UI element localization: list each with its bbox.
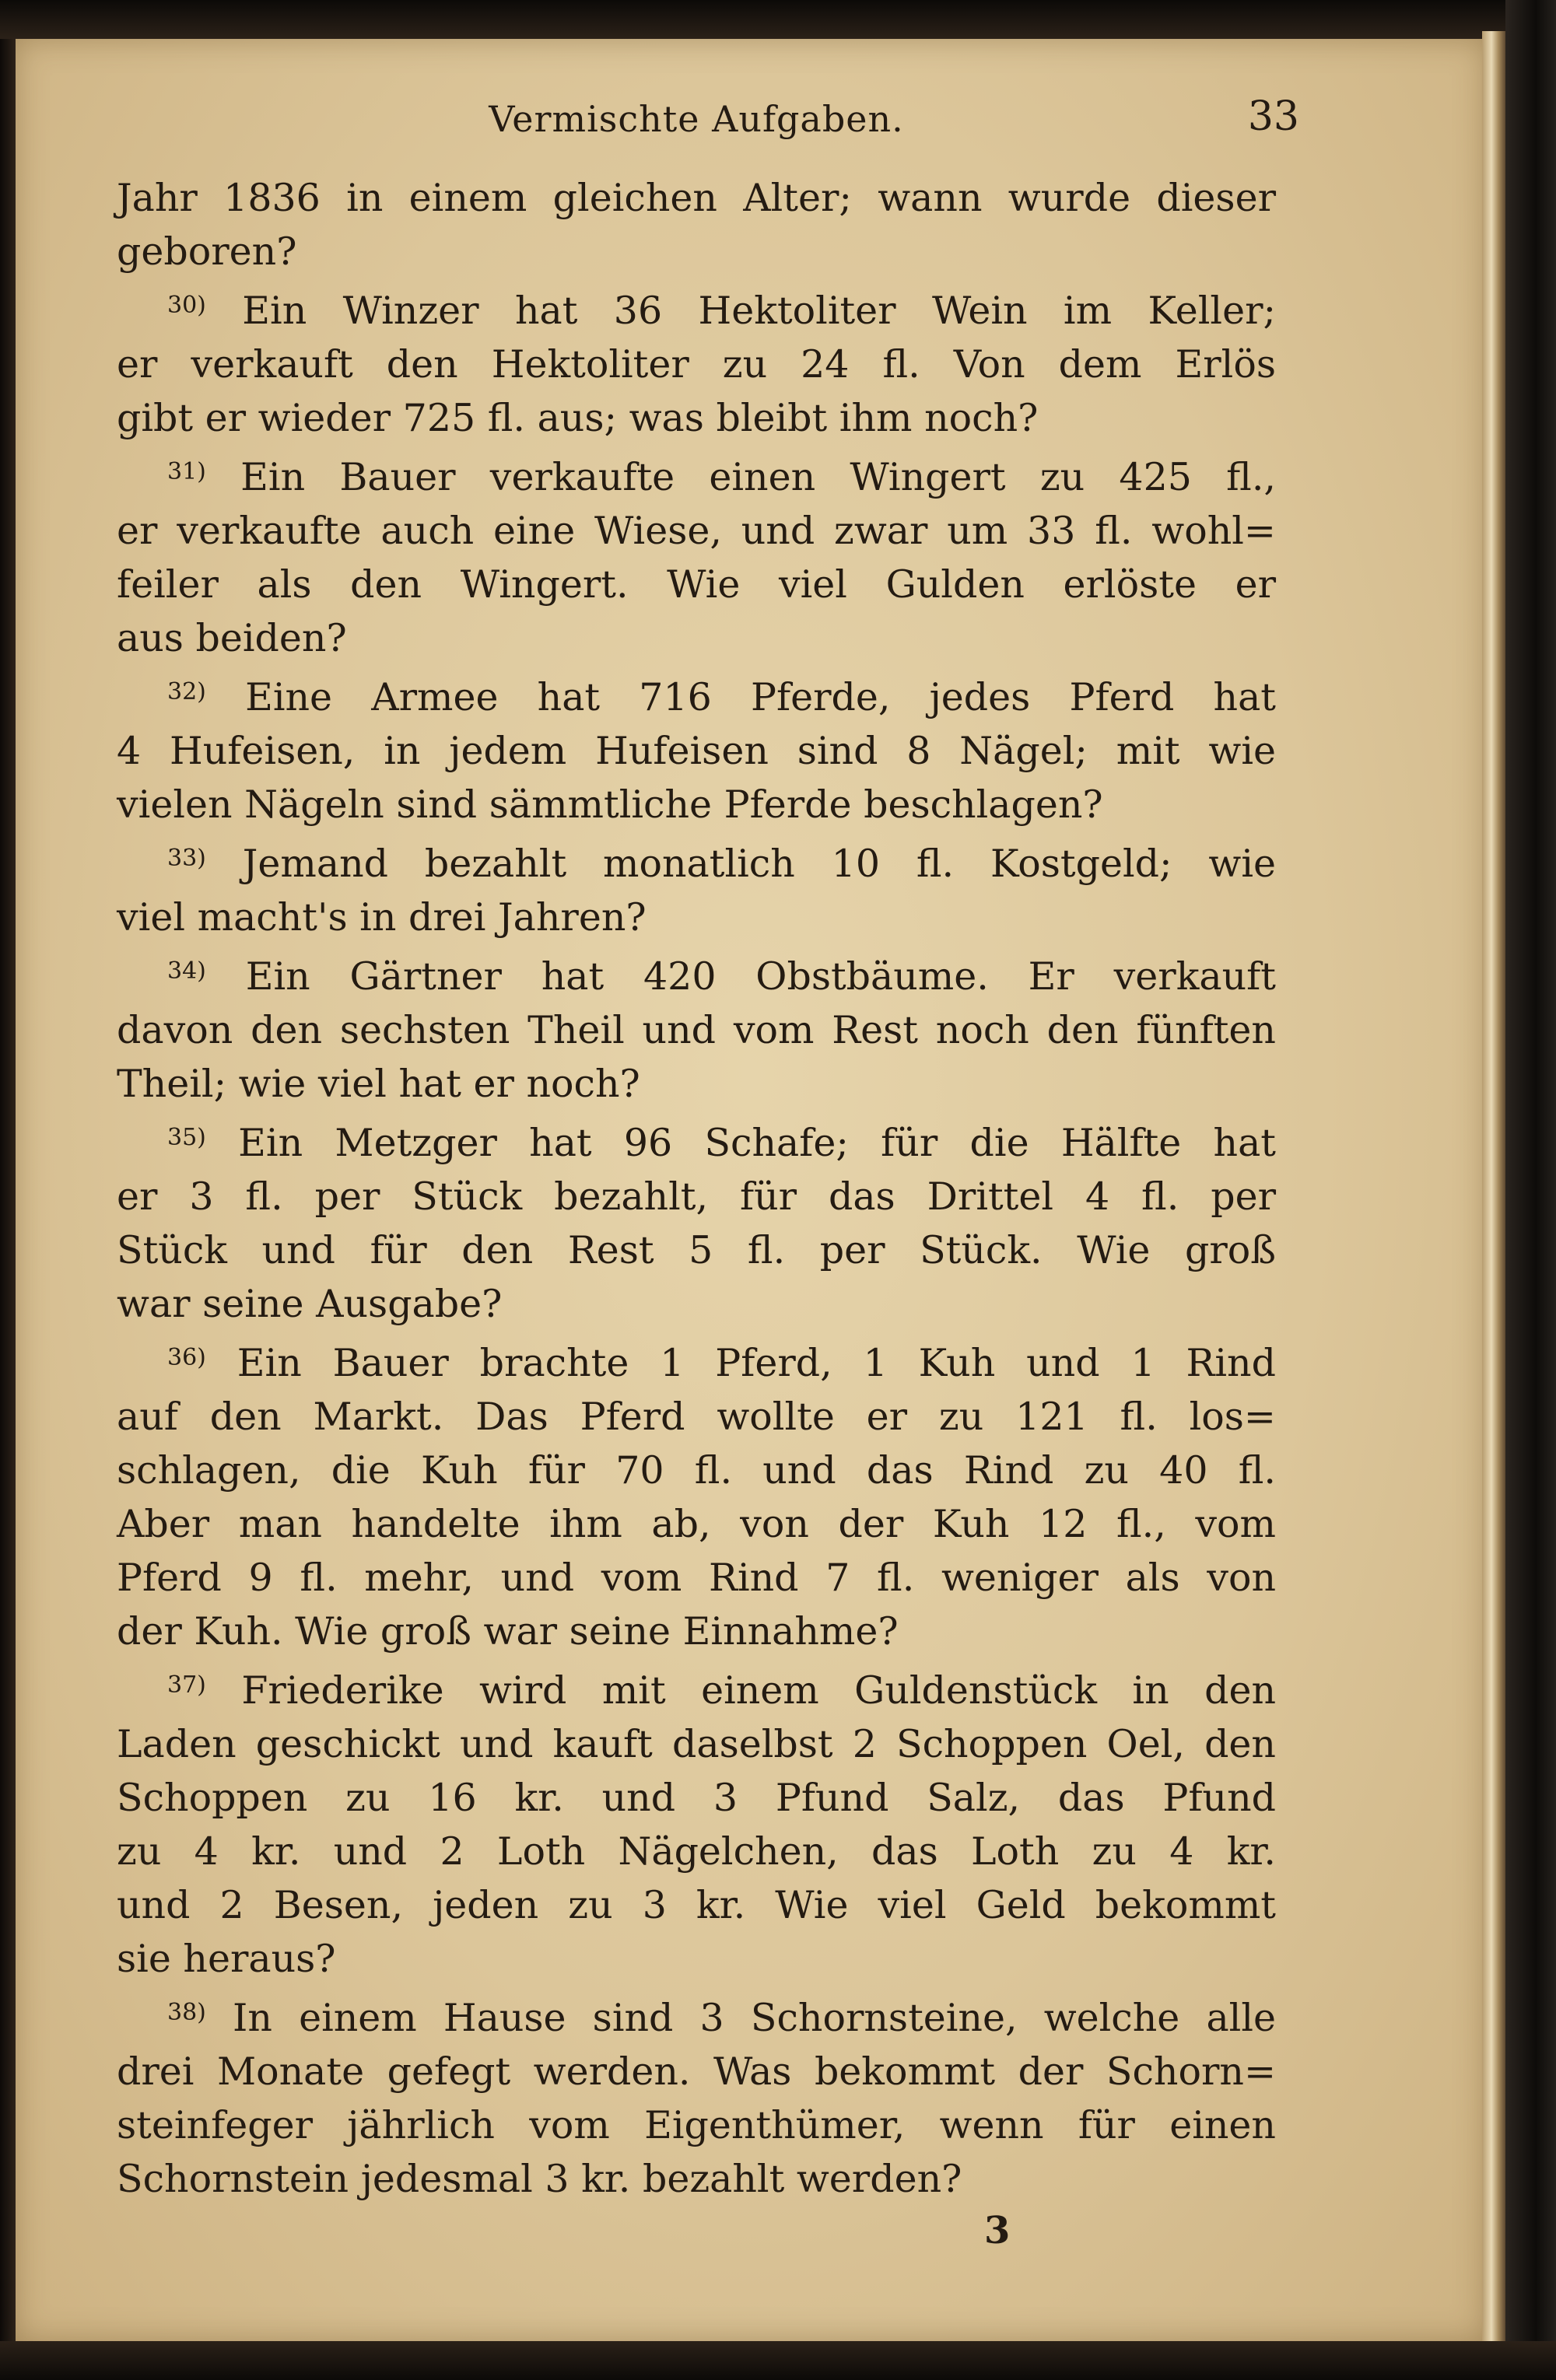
text-line bbox=[117, 2045, 1276, 2098]
text-line bbox=[117, 2098, 1276, 2152]
text-line bbox=[117, 1170, 1276, 1223]
line-text: Jemand bezahlt monatlich 10 fl. Kostgeld; wie bbox=[242, 842, 1276, 886]
line-text: Stück und für den Rest 5 fl. per Stück. Wie groß bbox=[117, 1228, 1276, 1272]
line-text: er verkauft den Hektoliter zu 24 fl. Von dem Erlös bbox=[117, 342, 1276, 387]
problem-item bbox=[117, 1658, 1276, 1986]
text-line bbox=[117, 665, 1276, 724]
line-text: 4 Hufeisen, in jedem Hufeisen sind 8 Nägel; mit wie bbox=[117, 729, 1276, 773]
line-text: Ein Bauer verkaufte einen Wingert zu 425 fl., bbox=[240, 455, 1276, 499]
text-line bbox=[117, 1223, 1276, 1277]
line-text: Jahr 1836 in einem gleichen Alter; wann wurde dieser bbox=[117, 176, 1276, 220]
text-line bbox=[117, 1003, 1276, 1057]
text-line bbox=[117, 724, 1276, 778]
line-text: aus beiden? bbox=[117, 616, 347, 660]
cover-top-edge bbox=[0, 0, 1556, 39]
line-text: vielen Nägeln sind sämmtliche Pferde beschlagen? bbox=[117, 782, 1103, 827]
text-line bbox=[117, 1277, 1276, 1331]
text-line bbox=[117, 1658, 1276, 1717]
line-text: Aber man handelte ihm ab, von der Kuh 12 fl., vom bbox=[117, 1502, 1276, 1546]
problem-number: 34) bbox=[167, 957, 206, 985]
line-text: Laden geschickt und kauft daselbst 2 Schoppen Oel, den bbox=[117, 1722, 1276, 1766]
line-text: Friederike wird mit einem Guldenstück in den bbox=[241, 1668, 1277, 1713]
book-cover-edge bbox=[1505, 0, 1556, 2380]
line-text: Ein Winzer hat 36 Hektoliter Wein im Keller; bbox=[242, 289, 1277, 333]
problem-number: 37) bbox=[167, 1671, 206, 1699]
text-line bbox=[117, 831, 1276, 891]
text-line bbox=[117, 891, 1276, 944]
line-text: Eine Armee hat 716 Pferde, jedes Pferd hat bbox=[245, 675, 1277, 719]
line-text: gibt er wieder 725 fl. aus; was bleibt ihm noch? bbox=[117, 396, 1039, 440]
text-line bbox=[117, 1331, 1276, 1390]
text-line bbox=[117, 2152, 1276, 2206]
text-line bbox=[117, 1771, 1276, 1825]
line-text: er 3 fl. per Stück bezahlt, für das Drittel 4 fl. per bbox=[117, 1174, 1276, 1219]
cover-bottom-edge bbox=[0, 2341, 1556, 2380]
text-line bbox=[117, 1551, 1276, 1605]
text-line bbox=[117, 558, 1276, 611]
page-content bbox=[117, 86, 1299, 2206]
text-line bbox=[117, 1497, 1276, 1551]
problem-number: 38) bbox=[167, 1999, 206, 2026]
text-line bbox=[117, 1444, 1276, 1497]
text-line bbox=[117, 1932, 1276, 1986]
text-line bbox=[117, 1111, 1276, 1170]
line-text: davon den sechsten Theil und vom Rest noch den fünften bbox=[117, 1008, 1276, 1052]
line-text: Pferd 9 fl. mehr, und vom Rind 7 fl. weniger als von bbox=[117, 1556, 1276, 1600]
line-text: feiler als den Wingert. Wie viel Gulden erlöste er bbox=[117, 562, 1276, 607]
line-text: Ein Bauer brachte 1 Pferd, 1 Kuh und 1 Rind bbox=[237, 1341, 1276, 1385]
page-header bbox=[117, 86, 1299, 156]
problem-number: 32) bbox=[167, 678, 206, 705]
problem-item bbox=[117, 1331, 1276, 1658]
text-line bbox=[117, 445, 1276, 504]
text-line bbox=[117, 944, 1276, 1003]
page-stack-edge bbox=[1482, 31, 1505, 2349]
page-number: 33 bbox=[1247, 93, 1299, 140]
text-line bbox=[117, 1605, 1276, 1658]
text-line bbox=[117, 504, 1276, 558]
problem-item bbox=[117, 1111, 1276, 1331]
line-text: er verkaufte auch eine Wiese, und zwar um 33 fl. wohl= bbox=[117, 509, 1276, 553]
problem-number: 35) bbox=[167, 1124, 206, 1151]
text-line bbox=[117, 1717, 1276, 1771]
continuation-paragraph bbox=[117, 171, 1276, 278]
problem-number: 36) bbox=[167, 1344, 206, 1371]
text-line bbox=[117, 338, 1276, 391]
text-line bbox=[117, 1825, 1276, 1878]
body-text bbox=[117, 171, 1276, 2206]
text-line bbox=[117, 1878, 1276, 1932]
problem-item bbox=[117, 665, 1276, 831]
line-text: viel macht's in drei Jahren? bbox=[117, 895, 647, 940]
text-line bbox=[117, 1390, 1276, 1444]
text-line bbox=[117, 1986, 1276, 2045]
line-text: geboren? bbox=[117, 229, 297, 274]
line-text: Schoppen zu 16 kr. und 3 Pfund Salz, das Pfund bbox=[117, 1776, 1276, 1820]
line-text: schlagen, die Kuh für 70 fl. und das Rind zu 40 fl. bbox=[117, 1448, 1276, 1493]
problem-number: 31) bbox=[167, 458, 206, 485]
line-text: der Kuh. Wie groß war seine Einnahme? bbox=[117, 1609, 899, 1654]
line-text: steinfeger jährlich vom Eigenthümer, wenn für einen bbox=[117, 2103, 1276, 2147]
line-text: Ein Gärtner hat 420 Obstbäume. Er verkauft bbox=[245, 954, 1277, 999]
text-line bbox=[117, 225, 1276, 278]
problem-item bbox=[117, 445, 1276, 665]
line-text: Theil; wie viel hat er noch? bbox=[117, 1062, 640, 1106]
line-text: drei Monate gefegt werden. Was bekommt der Schorn= bbox=[117, 2049, 1276, 2094]
problem-item bbox=[117, 278, 1276, 445]
problem-item bbox=[117, 944, 1276, 1111]
line-text: Schornstein jedesmal 3 kr. bezahlt werden? bbox=[117, 2157, 962, 2201]
line-text: sie heraus? bbox=[117, 1937, 336, 1981]
problem-item bbox=[117, 831, 1276, 944]
text-line bbox=[117, 171, 1276, 225]
text-line bbox=[117, 611, 1276, 665]
text-line bbox=[117, 391, 1276, 445]
running-title: Vermischte Aufgaben. bbox=[489, 98, 904, 140]
line-text: zu 4 kr. und 2 Loth Nägelchen, das Loth zu 4 kr. bbox=[117, 1829, 1276, 1874]
line-text: und 2 Besen, jeden zu 3 kr. Wie viel Geld bekommt bbox=[117, 1883, 1276, 1927]
problem-number: 33) bbox=[167, 845, 206, 872]
line-text: auf den Markt. Das Pferd wollte er zu 121 fl. los= bbox=[117, 1395, 1276, 1439]
line-text: war seine Ausgabe? bbox=[117, 1282, 503, 1326]
text-line bbox=[117, 278, 1276, 338]
text-line bbox=[117, 778, 1276, 831]
line-text: Ein Metzger hat 96 Schafe; für die Hälfte hat bbox=[238, 1121, 1276, 1165]
problem-item bbox=[117, 1986, 1276, 2206]
signature-mark: 3 bbox=[984, 2209, 1011, 2252]
line-text: In einem Hause sind 3 Schornsteine, welche alle bbox=[233, 1996, 1276, 2040]
problem-number: 30) bbox=[167, 292, 206, 319]
text-line bbox=[117, 1057, 1276, 1111]
